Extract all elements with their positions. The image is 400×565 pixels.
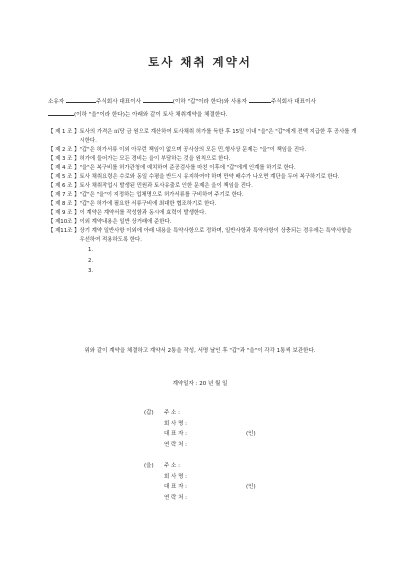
article-text: "갑"은 허가서류 이외 아무런 책임이 없으며 공사상의 모든 민,형사상 문제는 "을"이 책임을 진다. — [79, 147, 307, 153]
party-b-rep-label: 대 표 자 : — [164, 484, 188, 490]
article-label: 【 제 5 조 】 — [48, 174, 80, 180]
intro-paragraph — [48, 96, 354, 121]
party-a-tag: (갑) — [144, 410, 154, 416]
party-b-block — [144, 461, 256, 503]
article-text: "갑"은 "을"이 지정하는 업체명으로 허가서류를 구비하여 주기로 한다. — [79, 192, 244, 198]
article-text: 이외 계약내용은 일반 상거래에 준한다. — [79, 219, 172, 225]
party-a-rep-label: 대 표 자 : — [164, 431, 188, 437]
article-label: 【 제 2 조 】 — [48, 147, 80, 153]
intro-part-4: 주식회사 대표이사 — [270, 99, 316, 105]
article-text: 토사 채취요령은 수로와 동일 수평을 반드시 유지하여야 하며 만약 배수가 나오면 계단을 두어 복구하기로 한다. — [79, 174, 340, 180]
article-text: "갑"은 허가에 필요한 서류구비에 최대한 협조하기로 한다. — [79, 201, 217, 207]
party-b-address-label: 주 소 : — [164, 463, 180, 469]
special-item: 1. — [88, 247, 94, 253]
article-label: 【 제 8 조 】 — [48, 201, 80, 207]
intro-part-3: (이하 "갑"이라 한다)와 사용자 — [172, 99, 248, 105]
article-5 — [48, 173, 358, 182]
article-6 — [48, 182, 358, 191]
article-label: 【 제 7 조 】 — [48, 192, 80, 198]
blank-user — [249, 96, 271, 103]
article-label: 【 제 4 조 】 — [48, 165, 80, 171]
special-item: 2. — [88, 257, 94, 264]
article-2 — [48, 146, 358, 155]
article-3 — [48, 155, 358, 164]
closing-statement: 위와 같이 계약을 체결하고 계약서 2통을 작성, 서명 날인 후 "갑"과 "을"이 각각 1통씩 보관한다. — [84, 348, 316, 354]
article-7 — [48, 191, 358, 200]
article-text: 토사의 가격은 ㎥당 금 원으로 계산하여 토사채취 허가를 득한 후 15일 이내 "을"은 "갑"에게 전액 지급한 후 공사를 개시한다. — [79, 129, 357, 144]
article-label: 【 제 6 조 】 — [48, 183, 80, 189]
article-8 — [48, 200, 358, 209]
contract-date: 계약일자 : 20 년 월 일 — [172, 381, 228, 387]
blank-owner-rep — [143, 96, 173, 103]
party-b-seal: (인) — [246, 484, 256, 490]
intro-part-1: 소유자 — [48, 99, 65, 105]
article-text: "을"은 복구비를 허가관청에 예치하여 준공검사를 마친 이후에 "갑"에게 인계를 하기로 한다. — [79, 165, 296, 171]
article-text: 이 계약은 계약서를 작성함과 동시에 효력이 발생한다. — [79, 210, 207, 216]
party-a-seal: (인) — [246, 431, 256, 437]
blank-user-rep — [48, 109, 74, 116]
article-label: 【 제 1 조 】 — [48, 129, 80, 135]
page-title: 토사 채취 계약서 — [148, 55, 252, 69]
party-a-block — [144, 408, 256, 450]
party-a-company-label: 회 사 명 : — [164, 420, 188, 427]
article-1 — [48, 128, 358, 146]
intro-part-5: (이하 "을"이라 한다)는 아래와 같이 토사 채취계약을 체결한다. — [74, 111, 228, 118]
party-b-contact-label: 연 락 처 : — [164, 494, 188, 501]
article-text: 토사 채취작업시 발생된 민원과 토사유출로 인한 문제은 을이 책임을 진다. — [79, 183, 253, 189]
party-a-contact-label: 연 락 처 : — [164, 441, 188, 448]
blank-owner — [66, 96, 96, 103]
party-b-tag: (을) — [144, 463, 154, 469]
article-text: 상기 계약 일반사항 이외에 아래 내용을 특약사항으로 정하며, 일반사항과 특약사항이 상충되는 경우에는 특약사항을 우선하여 적용하도록 한다. — [79, 228, 352, 243]
articles-list — [48, 128, 358, 277]
article-text: 허가에 들어가는 모든 경비는 을이 부담하는 것을 원칙으로 한다. — [79, 156, 231, 162]
article-9 — [48, 209, 358, 218]
intro-part-2: 주식회사 대표이사 — [96, 99, 142, 105]
article-label: 【 제11조 】 — [48, 228, 80, 234]
article-11 — [48, 227, 358, 245]
article-label: 【 제10조 】 — [48, 219, 80, 225]
party-b-company-label: 회 사 명 : — [164, 473, 188, 480]
party-a-address-label: 주 소 : — [164, 410, 180, 416]
special-item: 3. — [88, 268, 94, 274]
article-label: 【 제 9 조 】 — [48, 210, 80, 216]
article-10 — [48, 218, 358, 227]
article-label: 【 제 3 조 】 — [48, 156, 80, 162]
article-4 — [48, 164, 358, 173]
